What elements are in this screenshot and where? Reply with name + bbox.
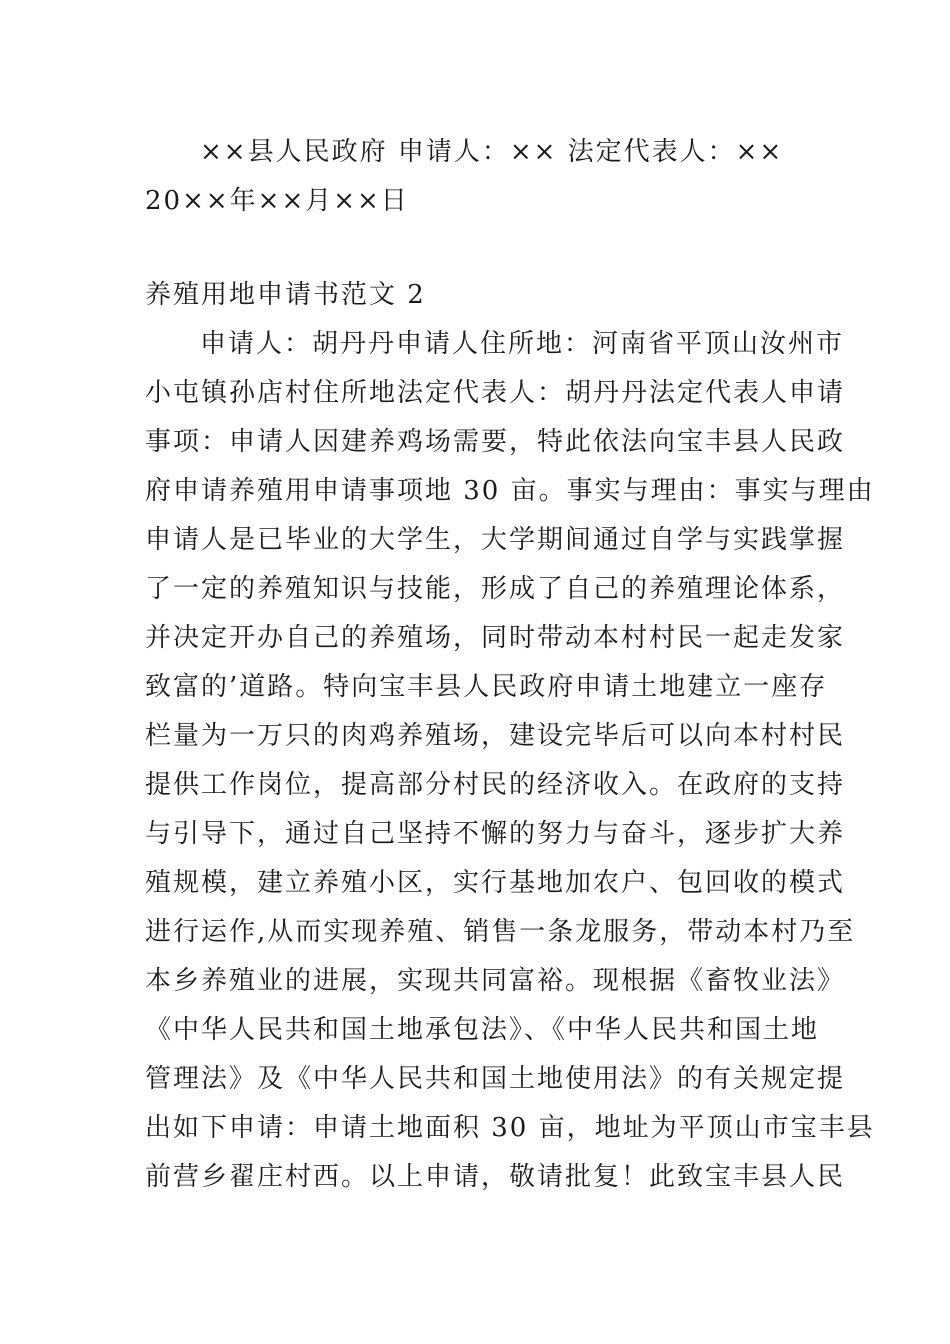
paragraph-line: 申请人是已毕业的大学生，大学期间通过自学与实践掌握 (145, 525, 846, 555)
paragraph-line: 了一定的养殖知识与技能，形成了自己的养殖理论体系， (145, 574, 846, 604)
paragraph-line: 进行运作,从而实现养殖、销售一条龙服务，带动本村乃至 (145, 917, 856, 947)
document-page (145, 128, 875, 1202)
paragraph-line: 小屯镇孙店村住所地法定代表人：胡丹丹法定代表人申请 (145, 378, 846, 408)
paragraph-line: 殖规模，建立养殖小区，实行基地加农户、包回收的模式 (145, 868, 846, 898)
paragraph-line: 管理法》及《中华人民共和国土地使用法》的有关规定提 (145, 1064, 846, 1094)
paragraph-line: 前营乡翟庄村西。以上申请，敬请批复！此致宝丰县人民 (145, 1162, 846, 1192)
paragraph-line: 栏量为一万只的肉鸡养殖场，建设完毕后可以向本村村民 (145, 721, 846, 751)
closing-date-line: 20××年××月××日 (145, 186, 409, 216)
paragraph-line: 申请人：胡丹丹申请人住所地：河南省平顶山汝州市 (200, 329, 845, 359)
paragraph-line: 《中华人民共和国土地承包法》、《中华人民共和国土地 (145, 1015, 820, 1045)
section-gap (145, 226, 805, 271)
body-paragraph (145, 320, 875, 1202)
paragraph-line: 提供工作岗位，提高部分村民的经济收入。在政府的支持 (145, 770, 846, 800)
paragraph-line: 本乡养殖业的进展，实现共同富裕。现根据《畜牧业法》 (145, 966, 846, 996)
paragraph-line: 并决定开办自己的养殖场，同时带动本村村民一起走发家 (145, 623, 846, 653)
paragraph-line: 与引导下，通过自己坚持不懈的努力与奋斗，逐步扩大养 (145, 819, 846, 849)
paragraph-line: 出如下申请：申请土地面积 30 亩，地址为平顶山市宝丰县 (145, 1113, 875, 1143)
closing-signature-line: ××县人民政府 申请人：×× 法定代表人：×× (200, 137, 784, 167)
paragraph-line: 致富的’道路。特向宝丰县人民政府申请土地建立一座存 (145, 672, 828, 702)
paragraph-line: 事项：申请人因建养鸡场需要，特此依法向宝丰县人民政 (145, 427, 846, 457)
paragraph-line: 府申请养殖用申请事项地 30 亩。事实与理由：事实与理由 (145, 476, 875, 506)
section-title: 养殖用地申请书范文 2 (145, 280, 426, 310)
